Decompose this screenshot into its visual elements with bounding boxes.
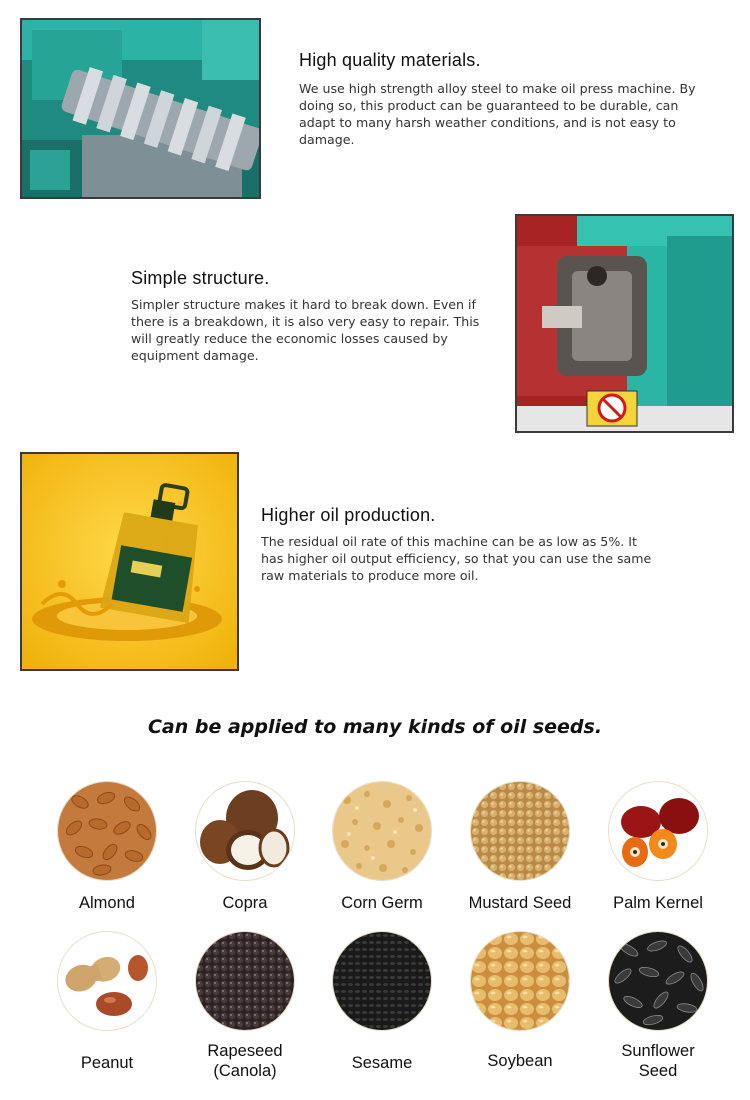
seed-label: Soybean: [487, 1052, 553, 1070]
feature-title-materials: High quality materials.: [299, 50, 481, 70]
seed-label: Palm Kernel: [613, 894, 703, 912]
feature-body-materials: We use high strength alloy steel to make oil press machine. By doing so, this product can be guaranteed to be durable, can adapt to many harsh weather conditions, and is not easy to damage.: [299, 81, 696, 147]
seed-item-mustard-seed: [450, 781, 590, 913]
rapeseed-icon: [195, 931, 295, 1031]
seed-label: Rapeseed (Canola): [207, 1042, 283, 1080]
soybean-icon: [470, 931, 570, 1031]
seeds-heading: Can be applied to many kinds of oil seeds.: [147, 716, 603, 738]
copra-icon: [195, 781, 295, 881]
machine-housing-illustration: [517, 216, 732, 431]
seed-label: Almond: [79, 894, 135, 912]
palm-kernel-icon: [608, 781, 708, 881]
seed-item-rapeseed: [175, 931, 315, 1081]
seed-item-sunflower-seed: [588, 931, 728, 1081]
seed-item-copra: [175, 781, 315, 913]
feature-image-oil: [20, 452, 239, 671]
seed-label: Sunflower Seed: [621, 1042, 695, 1080]
seed-item-almond: [37, 781, 177, 913]
seed-label: Sesame: [351, 1054, 413, 1072]
feature-image-structure: [515, 214, 734, 433]
almond-icon: [57, 781, 157, 881]
seed-item-peanut: [37, 931, 177, 1073]
oil-bottle-illustration: [22, 454, 237, 669]
mustard-seed-icon: [470, 781, 570, 881]
sesame-icon: [332, 931, 432, 1031]
seed-item-palm-kernel: [588, 781, 728, 913]
seed-label: Mustard Seed: [468, 894, 572, 912]
seed-label: Copra: [222, 894, 268, 912]
feature-body-structure: Simpler structure makes it hard to break down. Even if there is a breakdown, it is also very easy to repair. This will greatly reduce the economic losses caused by equipment damage.: [131, 297, 480, 363]
seed-label: Corn Germ: [341, 894, 423, 912]
sunflower-seed-icon: [608, 931, 708, 1031]
feature-title-production: Higher oil production.: [261, 505, 436, 525]
feature-body-production: The residual oil rate of this machine can be as low as 5%. It has higher oil output efficiency, so that you can use the same raw materials to produce more oil.: [261, 534, 652, 583]
seed-item-sesame: [312, 931, 452, 1073]
feature-image-materials: [20, 18, 261, 199]
screw-shaft-illustration: [22, 20, 259, 197]
feature-title-structure: Simple structure.: [131, 268, 270, 288]
seed-item-corn-germ: [312, 781, 452, 913]
peanut-icon: [57, 931, 157, 1031]
seed-label: Peanut: [80, 1054, 134, 1072]
corn-germ-icon: [332, 781, 432, 881]
seed-item-soybean: [450, 931, 590, 1071]
